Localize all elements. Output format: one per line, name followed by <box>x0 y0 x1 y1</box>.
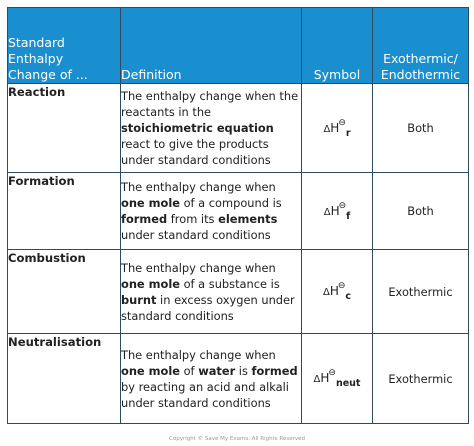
definition-run: of a compound is <box>179 196 282 210</box>
row-term: Neutralisation <box>8 334 121 424</box>
definition-run: of <box>179 363 199 378</box>
delta-symbol: Δ <box>313 374 321 385</box>
symbol-subscript: f <box>346 210 351 222</box>
row-type: Exothermic <box>373 250 469 334</box>
header-term-line-3: Change of ... <box>8 67 88 82</box>
symbol-base: H <box>329 284 339 298</box>
row-type: Both <box>373 84 469 173</box>
header-term-line-2: Enthalpy <box>8 51 64 66</box>
definition-key-term: one mole <box>121 276 180 291</box>
row-symbol <box>302 250 373 334</box>
row-definition <box>121 334 302 424</box>
definition-run: by reacting an acid and alkali under standard conditions <box>121 379 289 410</box>
definition-run: react to give the products under standard conditions <box>121 137 271 167</box>
definition-text <box>121 180 282 242</box>
definition-run: in excess oxygen under standard conditions <box>121 292 295 323</box>
delta-symbol: Δ <box>322 287 330 298</box>
delta-symbol: Δ <box>323 123 331 135</box>
table-row <box>8 84 469 173</box>
row-term: Reaction <box>8 84 121 173</box>
symbol-subscript: neut <box>335 378 361 389</box>
standard-state-symbol: ⊖ <box>338 200 347 211</box>
copyright-footer: Copyright © Save My Exams. All Rights Reserved <box>169 436 305 442</box>
header-type-line-1: Exothermic/ <box>383 51 458 66</box>
standard-state-symbol: ⊖ <box>337 281 346 291</box>
enthalpy-symbol <box>324 199 351 224</box>
definition-key-term: water <box>198 363 236 378</box>
delta-symbol: Δ <box>323 206 331 218</box>
definition-run: The enthalpy change when <box>121 347 276 362</box>
definition-key-term: elements <box>218 212 278 226</box>
definition-run: of a substance is <box>179 276 280 291</box>
header-type <box>373 8 469 84</box>
definition-run: The enthalpy change when <box>121 260 276 275</box>
definition-text <box>121 261 295 323</box>
definition-run: is <box>235 363 252 378</box>
header-term <box>8 8 121 84</box>
symbol-base: H <box>330 120 340 135</box>
definition-key-term: burnt <box>121 292 157 307</box>
table-body <box>8 84 469 424</box>
definition-key-term: one mole <box>121 363 180 378</box>
definition-text <box>121 89 298 167</box>
standard-state-symbol: ⊖ <box>338 117 346 128</box>
standard-state-symbol: ⊖ <box>328 368 336 378</box>
row-definition <box>121 173 302 250</box>
definition-text <box>121 348 298 410</box>
row-symbol <box>302 84 373 173</box>
table-row <box>8 173 469 250</box>
definition-run: from its <box>167 212 219 226</box>
header-symbol: Symbol <box>302 8 373 84</box>
enthalpy-symbol <box>323 116 350 141</box>
definition-key-term: stoichiometric equation <box>121 121 274 135</box>
row-term: Combustion <box>8 250 121 334</box>
row-type: Exothermic <box>373 334 469 424</box>
row-definition <box>121 84 302 173</box>
symbol-subscript: c <box>345 291 352 302</box>
header-type-line-2: Endothermic <box>380 67 461 82</box>
definition-key-term: one mole <box>121 196 180 210</box>
symbol-base: H <box>330 203 340 218</box>
symbol-base: H <box>320 371 330 385</box>
enthalpy-table <box>7 7 469 424</box>
header-term-line-1: Standard <box>8 35 65 50</box>
table-row <box>8 250 469 334</box>
definition-key-term: formed <box>121 212 168 226</box>
definition-run: The enthalpy change when <box>121 180 276 194</box>
row-term: Formation <box>8 173 121 250</box>
row-type: Both <box>373 173 469 250</box>
definition-run: The enthalpy change when the reactants in the <box>121 89 299 119</box>
definition-run: under standard conditions <box>121 228 271 242</box>
table-row <box>8 334 469 424</box>
row-definition <box>121 250 302 334</box>
row-symbol <box>302 173 373 250</box>
definition-key-term: formed <box>251 363 298 378</box>
header-definition: Definition <box>121 8 302 84</box>
row-symbol <box>302 334 373 424</box>
symbol-subscript: r <box>345 127 351 139</box>
enthalpy-symbol <box>314 366 361 391</box>
enthalpy-symbol <box>323 279 351 304</box>
table-header <box>8 8 469 84</box>
